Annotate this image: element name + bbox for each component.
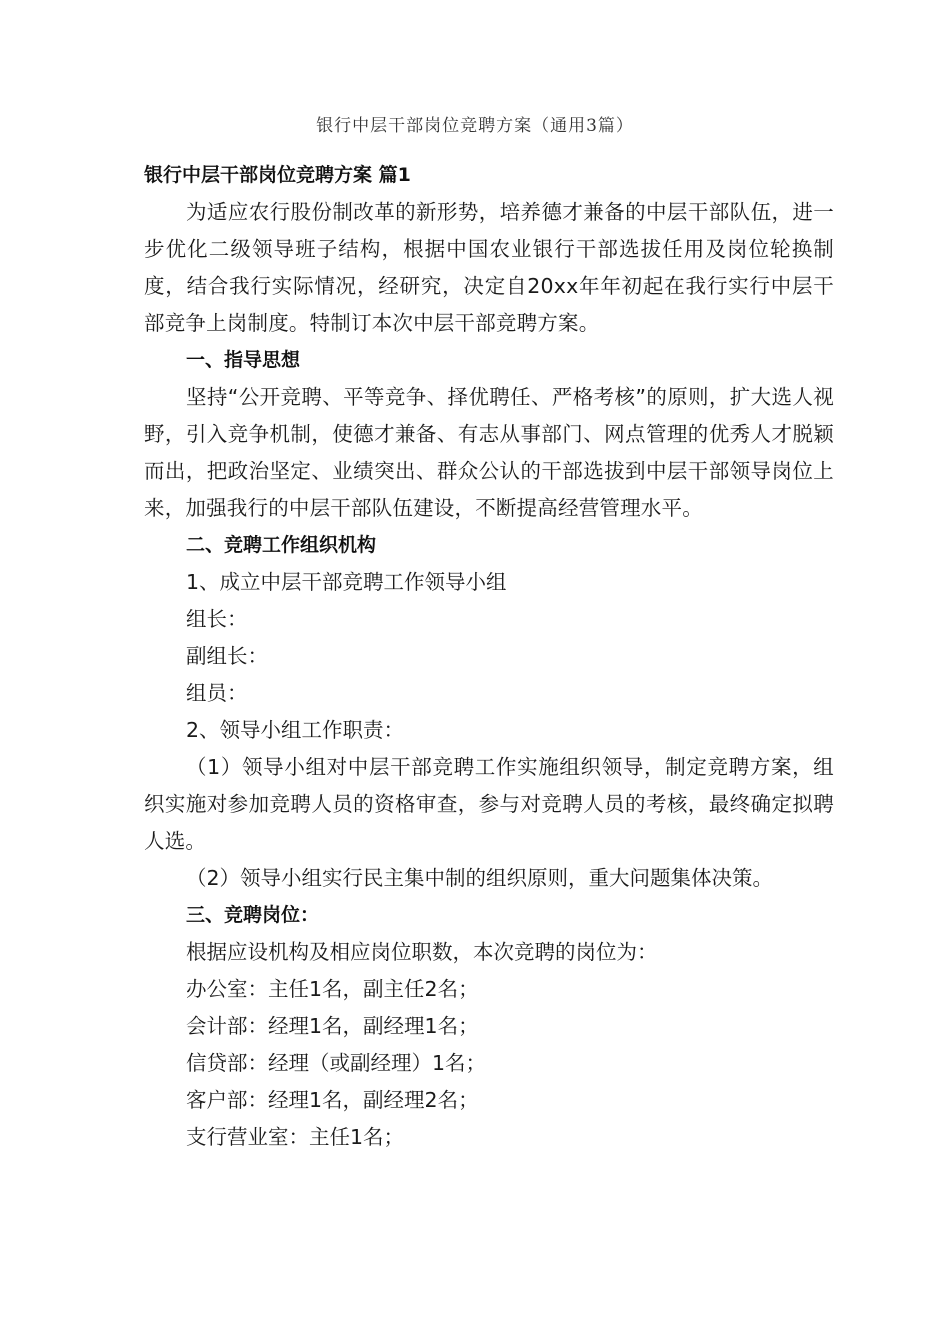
position-item: 支行营业室：主任1名； [186,1125,405,1149]
position-item: 客户部：经理1名，副经理2名； [186,1088,479,1112]
document-title: 银行中层干部岗位竞聘方案（通用3篇） [316,116,634,136]
guiding-paragraph: 坚持“公开竞聘、平等竞争、择优聘任、严格考核”的原则，扩大选人视野，引入竞争机制，使德才兼备、有志从事部门、网点管理的优秀人才脱颖而出，把政治坚定、业绩突出、群众公认的干部选拔到中层干部领导岗位上来，加强我行的中层干部队伍建设，不断提高经营管理水平。 [144,385,834,520]
position-item: 办公室：主任1名，副主任2名； [186,977,479,1001]
heading-organization: 二、竞聘工作组织机构 [186,534,377,556]
group-leader-line: 组长： [186,607,248,631]
intro-paragraph: 为适应农行股份制改革的新形势，培养德才兼备的中层干部队伍，进一步优化二级领导班子结构，根据中国农业银行干部选拔任用及岗位轮换制度，结合我行实际情况，经研究，决定自20xx年年初起在我行实行中层干部竞争上岗制度。特制订本次中层干部竞聘方案。 [144,200,834,335]
item-group-duties: 2、领导小组工作职责： [186,718,405,742]
positions-intro: 根据应设机构及相应岗位职数，本次竞聘的岗位为： [186,940,658,964]
heading-positions: 三、竞聘岗位： [186,904,320,926]
deputy-leader-line: 副组长： [186,644,268,668]
document-body [144,157,834,1156]
duty-paragraph-1: （1）领导小组对中层干部竞聘工作实施组织领导，制定竞聘方案，组织实施对参加竞聘人员的资格审查，参与对竞聘人员的考核，最终确定拟聘人选。 [144,755,834,853]
position-item: 信贷部：经理（或副经理）1名； [186,1051,487,1075]
section-title: 银行中层干部岗位竞聘方案 篇1 [144,164,411,186]
members-line: 组员： [186,681,248,705]
heading-guiding-thought: 一、指导思想 [186,349,301,371]
item-establish-group: 1、成立中层干部竞聘工作领导小组 [186,570,507,594]
position-item: 会计部：经理1名，副经理1名； [186,1014,479,1038]
duty-paragraph-2: （2）领导小组实行民主集中制的组织原则，重大问题集体决策。 [186,866,774,890]
